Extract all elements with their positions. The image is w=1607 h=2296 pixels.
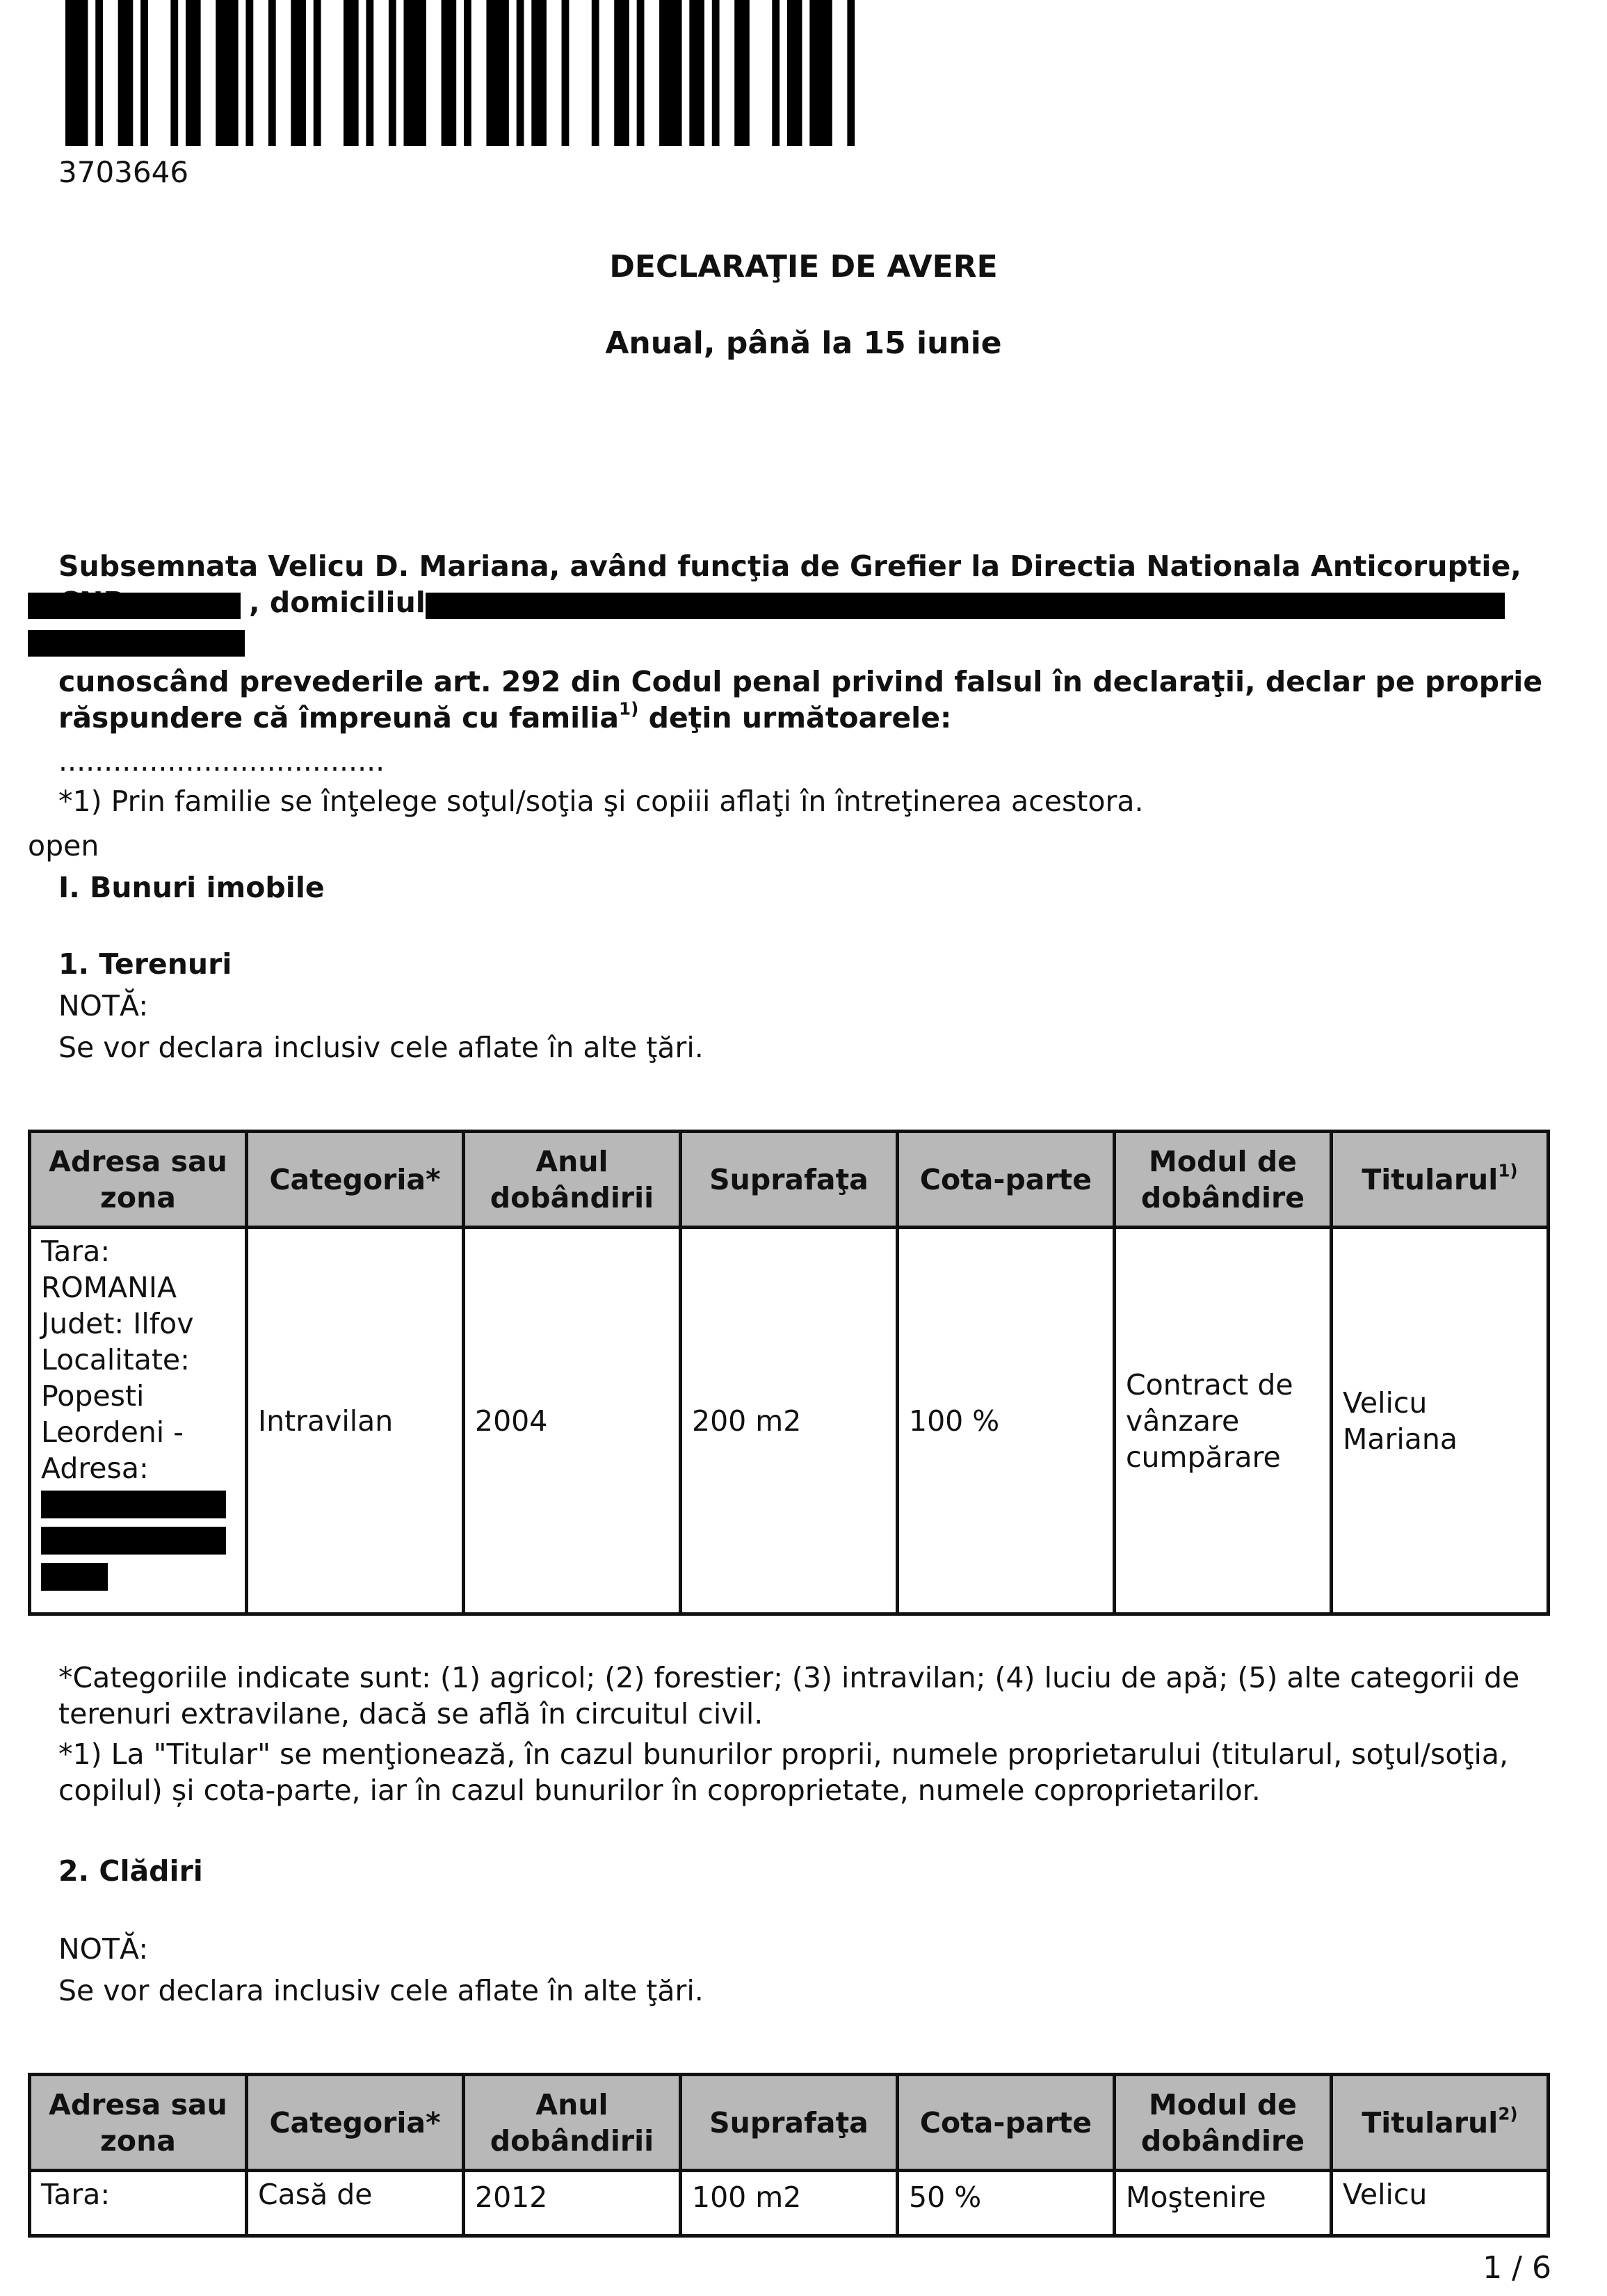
redacted-block [41,1563,108,1591]
cell-holder: Velicu [1332,2171,1549,2236]
domicile-label: , domiciliul [249,586,426,619]
cell-category: Casă de [247,2171,464,2236]
header-share: Cota-parte [898,1132,1115,1228]
header-category: Categoria* [247,2075,464,2171]
cell-mode: Contract de vânzare cumpărare [1115,1228,1332,1614]
declaration-statement: cunoscând prevederile art. 292 din Codul penal privind falsul în declaraţii, declar pe proprie răspundere că împreună cu familia$^{1)}$ deţin următoarele: [58,665,1543,734]
cell-area: 200 m2 [681,1228,898,1614]
document-subtitle: Anual, până la 15 iunie [605,326,1002,361]
open-marker: open [28,829,99,862]
redacted-block [41,1527,226,1555]
redacted-address-continued [28,630,245,657]
note-label: NOTĂ: [58,989,149,1022]
header-year: Anul dobândirii [464,1132,681,1228]
barcode-number: 3703646 [58,155,189,189]
buildings-note-label: NOTĂ: [58,1932,149,1966]
header-share: Cota-parte [898,2075,1115,2171]
subsection-title-land: 1. Terenuri [58,947,232,981]
redacted-block [41,1491,226,1518]
header-year: Anul dobândirii [464,2075,681,2171]
header-mode: Modul de dobândire [1115,1132,1332,1228]
header-area: Suprafaţa [681,1132,898,1228]
note-text: Se vor declara inclusiv cele aflate în alte ţări. [58,1031,704,1064]
buildings-table [28,2073,1550,2238]
cell-address: Tara: ROMANIA Judet: Ilfov Localitate: Popesti Leordeni - Adresa: [30,1228,247,1614]
cell-share: 50 % [898,2171,1115,2236]
cell-holder: Velicu Mariana [1332,1228,1549,1614]
cell-address: Tara: [30,2171,247,2236]
cell-area: 100 m2 [681,2171,898,2236]
buildings-note-text: Se vor declara inclusiv cele aflate în alte ţări. [58,1974,704,2007]
barcode [65,0,862,146]
header-area: Suprafaţa [681,2075,898,2171]
header-mode: Modul de dobândire [1115,2075,1332,2171]
land-table [28,1130,1550,1616]
titular-note: *1) La "Titular" se menţionează, în cazul bunurilor proprii, numele proprietarului (titularul, soţul/soţia, copilul) și cota-parte, iar în cazul bunurilor în coproprietate, numele coproprietarilor. [58,1737,1509,1807]
header-address: Adresa sau zona [30,1132,247,1228]
header-holder: Titularul$^{1)}$ [1332,1132,1549,1228]
redacted-address [426,593,1505,619]
table-row [30,2171,1549,2236]
page-number: 1 / 6 [1483,2250,1551,2286]
section-title-real-estate: I. Bunuri imobile [58,871,325,904]
cell-mode: Moştenire [1115,2171,1332,2236]
header-address: Adresa sau zona [30,2075,247,2171]
cell-year: 2012 [464,2171,681,2236]
family-footnote: *1) Prin familie se înţelege soţul/soţia şi copiii aflaţi în întreţinerea acestora. [58,785,1144,818]
cell-share: 100 % [898,1228,1115,1614]
cell-category: Intravilan [247,1228,464,1614]
declarant-line: Subsemnata Velicu D. Mariana, având funcţia de Grefier la Directia Nationala Anticoruptie, [58,549,1521,583]
subsection-title-buildings: 2. Clădiri [58,1854,203,1888]
table-row [30,1228,1549,1614]
dots-line: .................................... [58,744,385,778]
document-title: DECLARAŢIE DE AVERE [609,249,998,284]
land-table-header-row [30,1132,1549,1228]
header-holder: Titularul$^{2)}$ [1332,2075,1549,2171]
redacted-cnp [28,593,241,619]
categories-note: *Categoriile indicate sunt: (1) agricol; (2) forestier; (3) intravilan; (4) luciu de apă; (5) alte categorii de terenuri extravilane, dacă se află în circuitul civil. [58,1661,1520,1731]
buildings-table-header-row [30,2075,1549,2171]
cell-year: 2004 [464,1228,681,1614]
footnote-ref: 1) [619,698,639,719]
header-category: Categoria* [247,1132,464,1228]
